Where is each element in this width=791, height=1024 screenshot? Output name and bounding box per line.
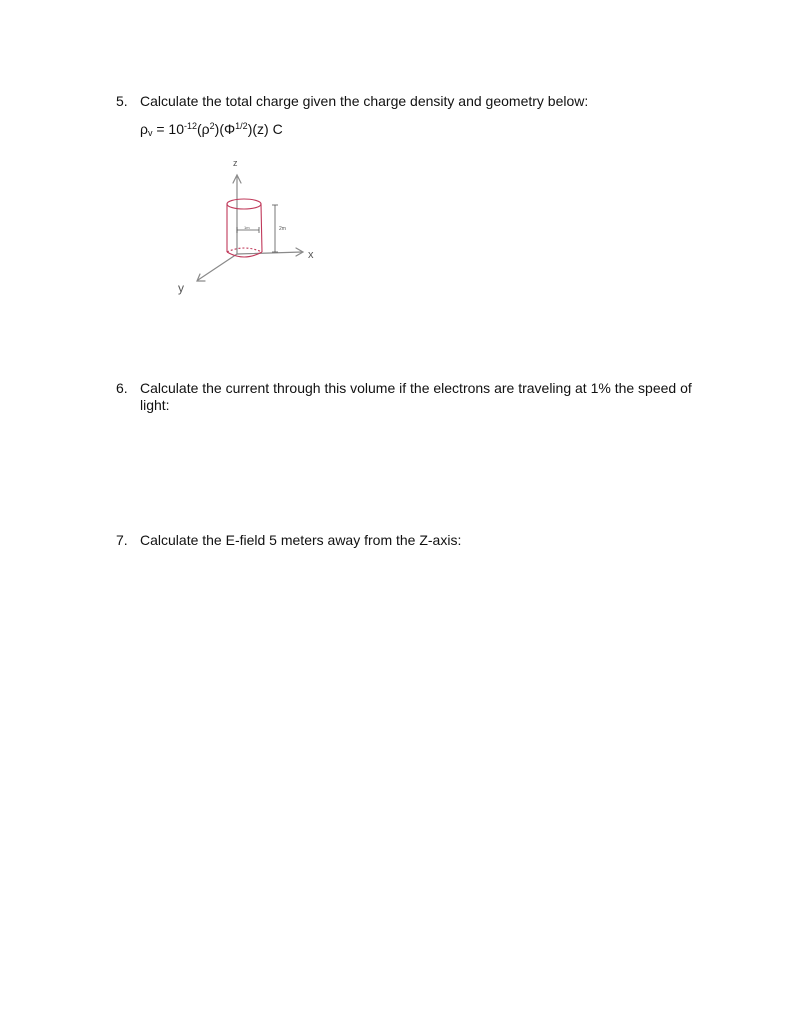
y-axis-label: y (178, 281, 184, 295)
formula-base: = 10 (152, 121, 184, 137)
z-axis (233, 175, 241, 254)
y-axis (197, 254, 237, 281)
radius-label: 1m (244, 225, 250, 230)
question-7-number: 7. (116, 532, 128, 548)
formula-rho: ρ (140, 121, 148, 137)
formula-phi-power: 1/2 (235, 121, 248, 131)
question-6-number: 6. (116, 380, 128, 396)
formula-rho-subscript: v (147, 128, 153, 138)
cylinder-geometry-diagram (170, 150, 330, 300)
question-5-text: Calculate the total charge given the charge density and geometry below: (140, 93, 589, 109)
height-marker (272, 205, 278, 252)
question-7-text: Calculate the E-field 5 meters away from the Z-axis: (140, 532, 462, 548)
question-5-number: 5. (116, 93, 128, 109)
formula-rho-power: 2 (209, 121, 215, 131)
x-axis-label: x (308, 249, 314, 261)
question-6-text: Calculate the current through this volume if the electrons are traveling at 1% the speed of light: (140, 380, 692, 413)
formula-exponent: -12 (184, 121, 198, 131)
z-axis-label: z (233, 158, 238, 168)
formula-rho-term: (ρ (197, 121, 210, 137)
x-axis (237, 248, 303, 256)
formula-phi-term: )(Φ (214, 121, 236, 137)
formula-tail: )(z) C (247, 121, 283, 137)
height-label: 2m (279, 226, 286, 232)
charge-density-formula (140, 121, 283, 138)
